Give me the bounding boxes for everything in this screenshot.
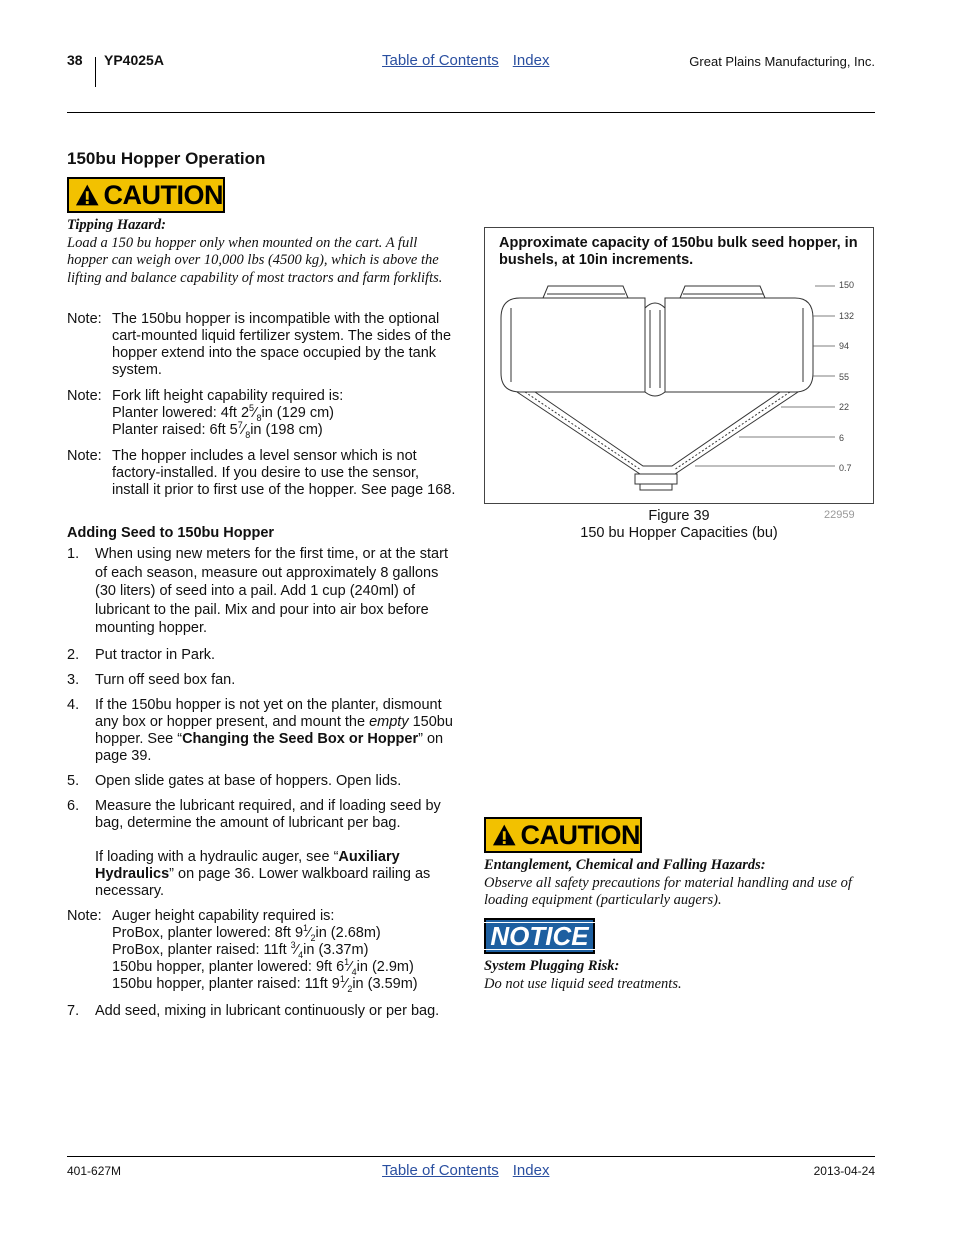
publish-date: 2013-04-24 bbox=[813, 1164, 875, 1178]
note-item bbox=[67, 908, 459, 993]
hopper-drawing bbox=[495, 278, 865, 498]
step-text: Open slide gates at base of hoppers. Open lids. bbox=[95, 773, 402, 789]
note-line: 150bu hopper, planter lowered: 9ft $6^1⁄_4in$ (2.9m) bbox=[112, 957, 414, 977]
subsection-heading: Adding Seed to 150bu Hopper bbox=[67, 525, 275, 541]
notice-label-text: NOTICE bbox=[483, 922, 595, 950]
header-links bbox=[382, 52, 549, 69]
note-text: The 150bu hopper is incompatible with the optional cart-mounted liquid fertilizer system. The sides of the hopper extend into the space occupied by the tank system. bbox=[112, 311, 452, 378]
caution-body: Load a 150 bu hopper only when mounted on the cart. A full hopper can weigh over 10,000 lbs (4500 kg), which is above the lifting and balance capability of most tractors and farm forklifts. bbox=[67, 234, 443, 286]
step-text: Turn off seed box fan. bbox=[95, 672, 236, 688]
level-label: 6 bbox=[839, 433, 845, 443]
note-item bbox=[67, 448, 459, 499]
step-item bbox=[67, 672, 459, 689]
step-text: Put tractor in Park. bbox=[95, 647, 216, 663]
note-label: Note: bbox=[67, 908, 102, 924]
step-number: 2. bbox=[67, 647, 80, 663]
caution-message bbox=[484, 857, 876, 910]
step-item bbox=[67, 545, 459, 638]
caution-label-text: CAUTION bbox=[103, 179, 223, 210]
level-label: 22 bbox=[839, 402, 850, 412]
company-name: Great Plains Manufacturing, Inc. bbox=[689, 54, 875, 69]
step-text: Measure the lubricant required, and if loading seed by bag, determine the amount of lubricant per bag. If loading with a hydraulic auger, see “Auxiliary Hydraulics” on page 36. Lower walkboard railing as necessary. bbox=[95, 798, 441, 899]
step-item bbox=[67, 1003, 459, 1020]
figure-caption bbox=[484, 508, 874, 542]
step-number: 3. bbox=[67, 672, 80, 688]
level-label: 132 bbox=[839, 311, 855, 321]
caution-title: Tipping Hazard: bbox=[67, 217, 166, 233]
caution-message bbox=[67, 217, 459, 287]
note-item bbox=[67, 388, 459, 439]
step-number: 5. bbox=[67, 773, 80, 789]
page-number: 38 bbox=[67, 52, 83, 68]
header-index-link[interactable]: Index bbox=[512, 52, 550, 69]
figure-number: Figure 39 bbox=[648, 508, 710, 524]
figure-title: Approximate capacity of 150bu bulk seed hopper, in bushels, at 10in increments. bbox=[499, 235, 858, 268]
notice-label bbox=[484, 918, 595, 954]
header-divider bbox=[95, 57, 96, 87]
level-label: 55 bbox=[839, 372, 850, 382]
step-text: When using new meters for the first time, or at the start of each season, measure out approximately 8 gallons (30 liters) of seed into a pail. Add 1 cup (240ml) of lubricant to the pail. Mix and pour into air box before mounting hopper. bbox=[95, 546, 448, 636]
caution-title: Entanglement, Chemical and Falling Hazards: bbox=[484, 857, 766, 873]
step-number: 4. bbox=[67, 697, 80, 713]
step-text: If the 150bu hopper is not yet on the planter, dismount any box or hopper present, and mount the empty 150bu hopper. See “Changing the Seed Box or Hopper” on page 39. bbox=[95, 697, 453, 764]
step-number: 6. bbox=[67, 798, 80, 814]
note-line: 150bu hopper, planter raised: 11ft $9^1⁄_2in$ (3.59m) bbox=[112, 974, 418, 994]
level-label: 94 bbox=[839, 341, 850, 351]
figure-caption-text: 150 bu Hopper Capacities (bu) bbox=[580, 525, 778, 541]
note-line: Planter raised: 6ft $5^7⁄_8in$ (198 cm) bbox=[112, 420, 323, 440]
header-rule bbox=[67, 112, 875, 113]
note-text: Auger height capability required is: ProBox, planter lowered: 8ft $9^1⁄_2in$ (2.68m) ProBox, planter raised: 11ft $^3⁄_4in$ (3.37m) 150bu hopper, planter lowered: 9ft $6^1⁄_4in$ (2.9m) 150bu hopper, planter raised: 11ft $9^1⁄_2in$ (3.59m) bbox=[112, 908, 459, 993]
level-label: 150 bbox=[839, 280, 855, 290]
note-line: ProBox, planter raised: 11ft $^3⁄_4in$ (3.37m) bbox=[112, 940, 369, 960]
notice-body: Do not use liquid seed treatments. bbox=[484, 975, 682, 992]
step-number: 7. bbox=[67, 1003, 80, 1019]
section-title: 150bu Hopper Operation bbox=[67, 149, 266, 168]
step-item bbox=[67, 697, 459, 765]
step-number: 1. bbox=[67, 546, 80, 562]
warning-triangle-icon bbox=[492, 823, 517, 847]
footer-index-link[interactable]: Index bbox=[512, 1162, 550, 1179]
document-id: YP4025A bbox=[104, 52, 164, 68]
warning-triangle-icon bbox=[75, 183, 100, 207]
caution-body: Observe all safety precautions for material handling and use of loading equipment (particularly augers). bbox=[484, 874, 852, 908]
cross-reference[interactable]: Auxiliary Hydraulics bbox=[95, 849, 400, 882]
note-label: Note: bbox=[67, 448, 102, 464]
header-toc-link[interactable]: Table of Contents bbox=[382, 52, 499, 69]
note-label: Note: bbox=[67, 388, 102, 404]
step-text: Add seed, mixing in lubricant continuously or per bag. bbox=[95, 1003, 440, 1019]
note-label: Note: bbox=[67, 311, 102, 327]
part-number: 401-627M bbox=[67, 1164, 122, 1178]
step-item bbox=[67, 647, 459, 664]
notice-title: System Plugging Risk: bbox=[484, 958, 620, 974]
caution-label bbox=[67, 177, 225, 213]
footer-links bbox=[382, 1162, 549, 1179]
note-intro: Fork lift height capability required is: bbox=[112, 388, 344, 404]
notice-message bbox=[484, 958, 876, 993]
caution-label bbox=[484, 817, 642, 853]
note-text bbox=[112, 388, 459, 439]
level-label: 0.7 bbox=[839, 463, 852, 473]
footer-rule bbox=[67, 1156, 875, 1157]
cross-reference[interactable]: Changing the Seed Box or Hopper bbox=[182, 731, 419, 747]
note-text: The hopper includes a level sensor which is not factory-installed. If you desire to use the sensor, install it prior to first use of the hopper. See page 168. bbox=[112, 448, 456, 498]
step-item bbox=[67, 798, 459, 900]
note-item bbox=[67, 311, 459, 379]
step-item bbox=[67, 773, 459, 790]
note-line: Planter lowered: 4ft $2^5⁄_8in$ (129 cm) bbox=[112, 403, 335, 423]
figure-image-id: 22959 bbox=[824, 509, 855, 521]
footer-toc-link[interactable]: Table of Contents bbox=[382, 1162, 499, 1179]
note-line: ProBox, planter lowered: 8ft $9^1⁄_2in$ (2.68m) bbox=[112, 923, 381, 943]
caution-label-text: CAUTION bbox=[520, 819, 640, 850]
